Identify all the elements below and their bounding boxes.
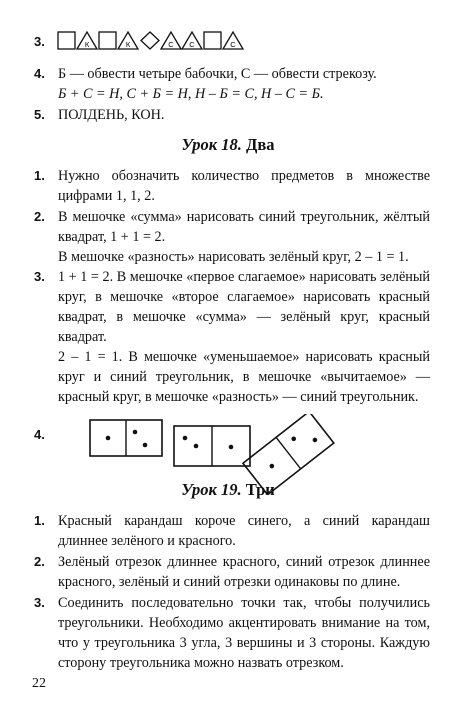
item-line: Б — обвести четыре бабочки, С — обвести стрекозу.	[58, 66, 377, 82]
lesson18-item-2	[34, 207, 430, 267]
triangle-letter: К	[125, 40, 131, 49]
item-line: В мешочке «сумма» нарисовать синий треугольник, жёлтый квадрат, 1 + 1 = 2.	[58, 209, 430, 245]
item-number: 5.	[34, 107, 45, 122]
lesson19-item-2	[34, 552, 430, 592]
item-line: 1 + 1 = 2. В мешочке «первое слагаемое» нарисовать зелёный круг, в мешочке «второе слагаемое» нарисовать красный квадрат, в мешочке «сумма» — зелёный круг, красный квадрат.	[58, 269, 430, 345]
lesson-title: Три	[245, 480, 275, 499]
diamond-shape	[141, 32, 159, 49]
triangle-letter: С	[168, 40, 174, 49]
page-number: 22	[32, 676, 46, 691]
item-number: 2.	[34, 209, 45, 224]
square-shape	[204, 32, 221, 49]
lesson-number: Урок 19.	[181, 480, 242, 499]
square-shape	[58, 32, 75, 49]
item-4-butterflies	[34, 64, 430, 104]
item-number: 4.	[34, 427, 45, 442]
item-number: 4.	[34, 66, 45, 81]
lesson18-item-3	[34, 267, 430, 407]
item-line: Зелёный отрезок длиннее красного, синий отрезок длиннее красного, зелёный и синий отрезки одинаковы по длине.	[58, 554, 430, 590]
item-line: Красный карандаш короче синего, а синий карандаш длиннее зелёного и красного.	[58, 513, 430, 549]
lesson19-item-3	[34, 593, 430, 673]
item-line: Соединить последовательно точки так, чтобы получились треугольники. Необходимо акцентировать внимание на том, что у треугольника 3 угла, 3 вершины и 3 стороны. Каждую сторону треугольника можно назвать отрезком.	[58, 595, 430, 671]
lesson-number: Урок 18.	[181, 135, 242, 154]
lesson-title: Два	[246, 135, 275, 154]
item-line: ПОЛДЕНЬ, КОН.	[58, 107, 165, 123]
square-shape	[99, 32, 116, 49]
lesson-19-heading	[0, 480, 456, 500]
item-number: 2.	[34, 554, 45, 569]
item-5-words	[34, 105, 430, 125]
domino-1-2	[90, 420, 162, 456]
item-number: 3.	[34, 34, 45, 49]
lesson-18-heading	[0, 135, 456, 155]
item-number: 1.	[34, 513, 45, 528]
item-formula: Б + С = Н, С + Б = Н, Н – Б = С, Н – С = Б.	[58, 86, 324, 102]
lesson19-item-1	[34, 511, 430, 551]
triangle-letter: К	[84, 40, 90, 49]
item-line: 2 – 1 = 1. В мешочке «уменьшаемое» нарисовать красный круг и синий треугольник, в мешочке «вычитаемое» — красный круг, в мешочке «разность» — синий треугольник.	[58, 349, 430, 405]
item-line: В мешочке «разность» нарисовать зелёный круг, 2 – 1 = 1.	[58, 249, 409, 265]
item-number: 3.	[34, 269, 45, 284]
triangle-letter: С	[230, 40, 236, 49]
item-number: 1.	[34, 168, 45, 183]
domino-2-1	[174, 426, 250, 466]
triangle-letter: С	[189, 40, 195, 49]
lesson18-item-1	[34, 166, 430, 206]
item-line: Нужно обозначить количество предметов в множестве цифрами 1, 1, 2.	[58, 168, 430, 204]
shape-sequence	[57, 30, 297, 52]
item-number: 3.	[34, 595, 45, 610]
